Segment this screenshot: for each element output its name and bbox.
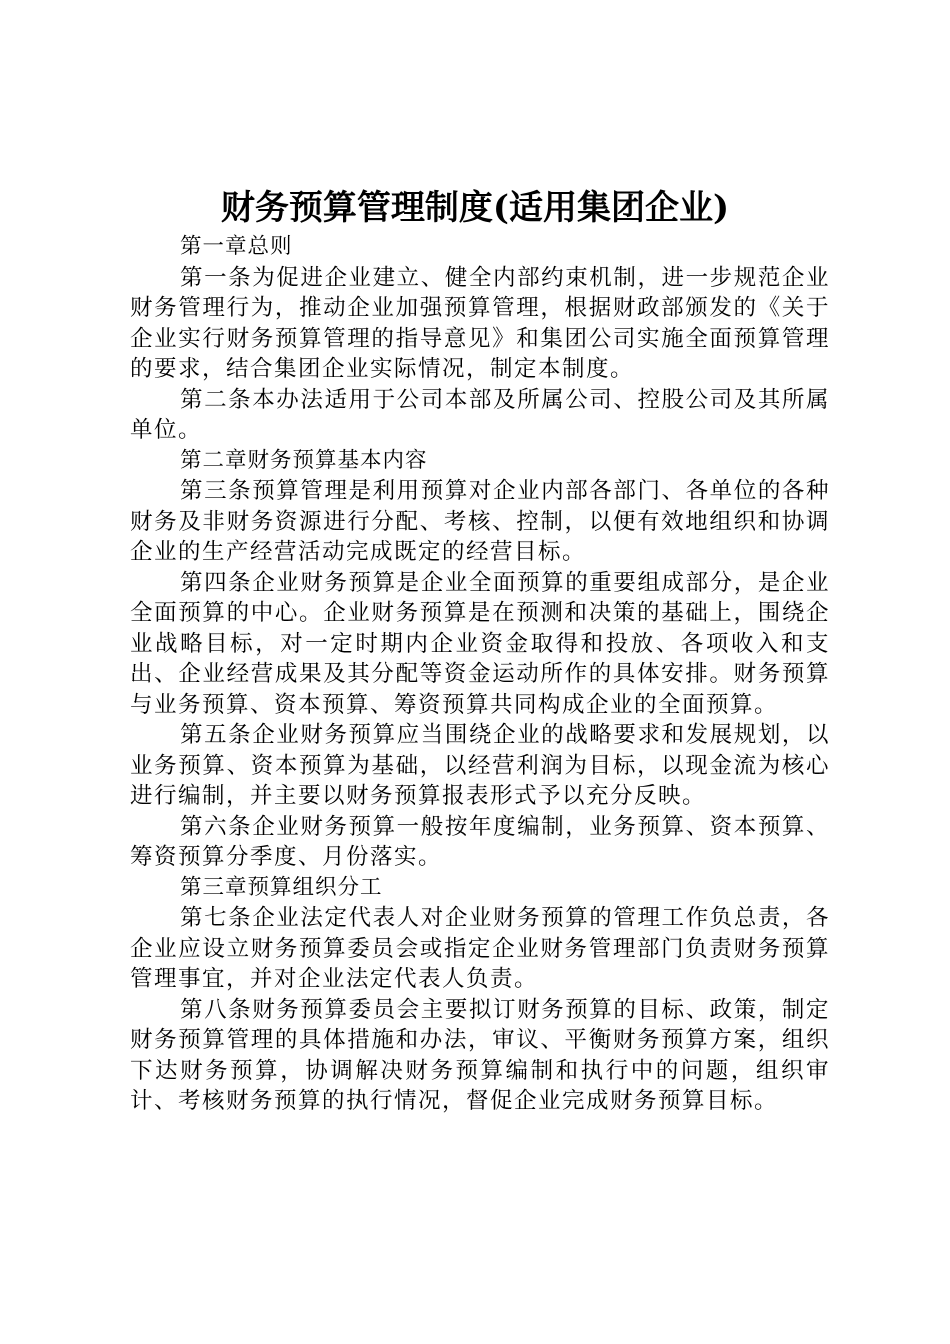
article-paragraph: 第二条本办法适用于公司本部及所属公司、控股公司及其所属单位。 bbox=[130, 386, 830, 443]
article-paragraph: 第一条为促进企业建立、健全内部约束机制，进一步规范企业财务管理行为，推动企业加强预算管理，根据财政部颁发的《关于企业实行财务预算管理的指导意见》和集团公司实施全面预算管理的要求，结合集团企业实际情况，制定本制度。 bbox=[130, 264, 830, 382]
chapter-heading: 第一章总则 bbox=[180, 234, 293, 259]
article-paragraph: 第八条财务预算委员会主要拟订财务预算的目标、政策，制定财务预算管理的具体措施和办法，审议、平衡财务预算方案，组织下达财务预算，协调解决财务预算编制和执行中的问题，组织审计、考核财务预算的执行情况，督促企业完成财务预算目标。 bbox=[130, 996, 830, 1114]
document-body bbox=[130, 232, 830, 1117]
article-paragraph: 第六条企业财务预算一般按年度编制，业务预算、资本预算、筹资预算分季度、月份落实。 bbox=[130, 813, 830, 870]
chapter-heading: 第三章预算组织分工 bbox=[180, 874, 383, 900]
article-paragraph: 第四条企业财务预算是企业全面预算的重要组成部分，是企业全面预算的中心。企业财务预算是在预测和决策的基础上，围绕企业战略目标，对一定时期内企业资金取得和投放、各项收入和支出、企业经营成果及其分配等资金运动所作的具体安排。财务预算与业务预算、资本预算、筹资预算共同构成企业的全面预算。 bbox=[130, 569, 830, 718]
article-paragraph: 第五条企业财务预算应当围绕企业的战略要求和发展规划，以业务预算、资本预算为基础，以经营利润为目标，以现金流为核心进行编制，并主要以财务预算报表形式予以充分反映。 bbox=[130, 722, 830, 809]
article-paragraph: 第三条预算管理是利用预算对企业内部各部门、各单位的各种财务及非财务资源进行分配、考核、控制，以便有效地组织和协调企业的生产经营活动完成既定的经营目标。 bbox=[130, 478, 830, 565]
document-title: 财务预算管理制度(适用集团企业) bbox=[220, 188, 730, 228]
article-paragraph: 第七条企业法定代表人对企业财务预算的管理工作负总责，各企业应设立财务预算委员会或指定企业财务管理部门负责财务预算管理事宜，并对企业法定代表人负责。 bbox=[130, 905, 830, 992]
chapter-heading: 第二章财务预算基本内容 bbox=[180, 447, 428, 473]
